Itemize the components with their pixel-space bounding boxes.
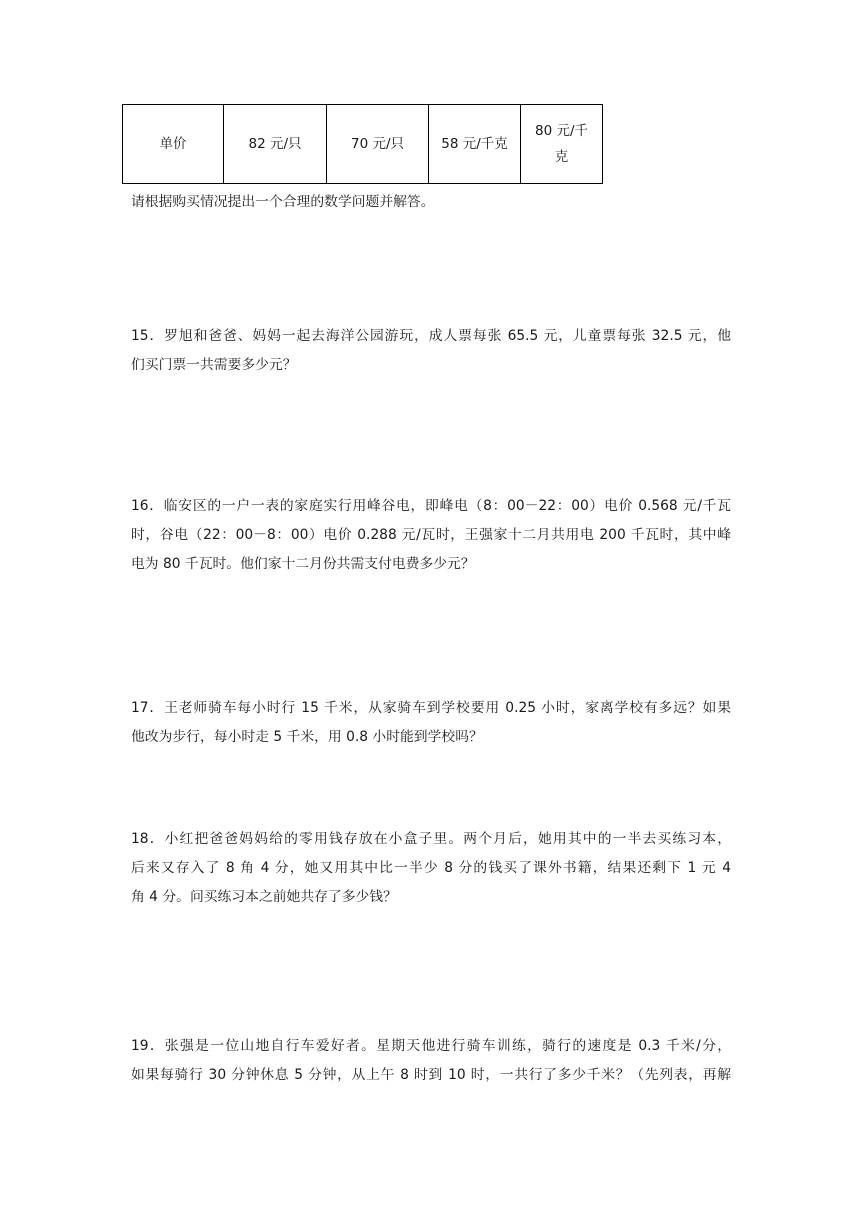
question-line: 18．小红把爸爸妈妈给的零用钱存放在小盒子里。两个月后，她用其中的一半去买练习本， bbox=[131, 831, 731, 847]
table-row-label: 单价 bbox=[123, 105, 224, 184]
prompt-text bbox=[131, 188, 731, 217]
table-cell: 82 元/只 bbox=[224, 105, 327, 184]
prompt-line: 请根据购买情况提出一个合理的数学问题并解答。 bbox=[131, 194, 435, 210]
table-cell-text: 80 元/千克 bbox=[534, 123, 589, 165]
table-row bbox=[123, 105, 603, 184]
question-line: 17．王老师骑车每小时行 15 千米，从家骑车到学校要用 0.25 小时，家离学校有多远？如果 bbox=[131, 700, 731, 716]
question-line: 如果每骑行 30 分钟休息 5 分钟，从上午 8 时到 10 时，一共行了多少千米？（先列表，再解 bbox=[131, 1067, 731, 1083]
question-line: 16．临安区的一户一表的家庭实行用峰谷电，即峰电（8：00－22：00）电价 0.568 元/千瓦 bbox=[131, 498, 731, 514]
table-cell: 58 元/千克 bbox=[429, 105, 521, 184]
table-cell: 70 元/只 bbox=[327, 105, 429, 184]
question-line: 角 4 分。问买练习本之前她共存了多少钱？ bbox=[131, 889, 397, 905]
question-line: 15．罗旭和爸爸、妈妈一起去海洋公园游玩，成人票每张 65.5 元，儿童票每张 32.5 元，他 bbox=[131, 328, 731, 344]
question-line: 们买门票一共需要多少元？ bbox=[131, 357, 297, 373]
question-16 bbox=[131, 492, 731, 579]
table-cell bbox=[521, 105, 603, 184]
question-17 bbox=[131, 694, 731, 752]
question-19 bbox=[131, 1032, 731, 1090]
question-line: 他改为步行，每小时走 5 千米，用 0.8 小时能到学校吗？ bbox=[131, 729, 483, 745]
question-line: 电为 80 千瓦时。他们家十二月份共需支付电费多少元？ bbox=[131, 556, 475, 572]
question-15 bbox=[131, 322, 731, 380]
price-table bbox=[122, 104, 603, 184]
question-line: 19．张强是一位山地自行车爱好者。星期天他进行骑车训练，骑行的速度是 0.3 千米/分， bbox=[131, 1038, 731, 1054]
question-18 bbox=[131, 825, 731, 912]
question-line: 后来又存入了 8 角 4 分，她又用其中比一半少 8 分的钱买了课外书籍，结果还剩下 1 元 4 bbox=[131, 860, 731, 876]
question-line: 时，谷电（22：00－8：00）电价 0.288 元/瓦时，王强家十二月共用电 200 千瓦时，其中峰 bbox=[131, 527, 731, 543]
